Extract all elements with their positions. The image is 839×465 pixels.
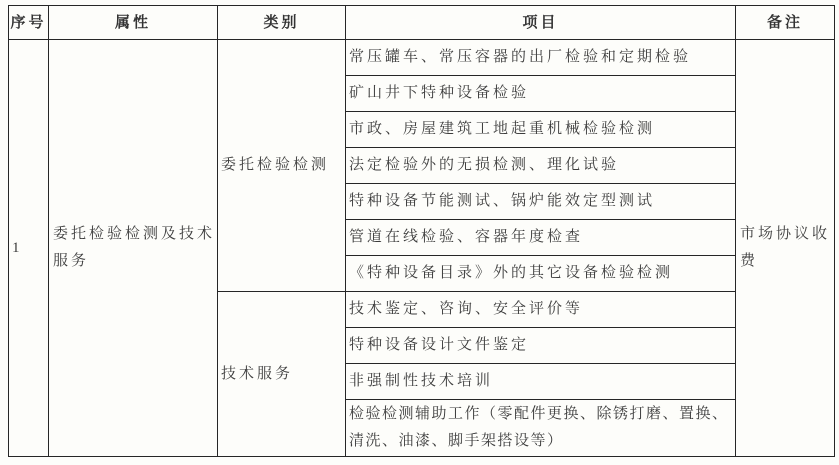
project-cell: 特种设备设计文件鉴定 [346,328,736,364]
col-header-project: 项目 [346,6,736,40]
col-header-serial: 序号 [9,6,49,40]
project-cell: 非强制性技术培训 [346,364,736,400]
project-cell: 市政、房屋建筑工地起重机械检验检测 [346,112,736,148]
header-row [9,6,835,40]
project-cell: 管道在线检验、容器年度检查 [346,220,736,256]
remark-cell: 市场协议收费 [736,40,835,457]
fee-table [8,5,835,457]
project-cell: 特种设备节能测试、锅炉能效定型测试 [346,184,736,220]
category-cell: 委托检验检测 [218,40,346,292]
col-header-category: 类别 [218,6,346,40]
category-cell: 技术服务 [218,292,346,457]
attribute-cell: 委托检验检测及技术服务 [49,40,218,457]
project-cell: 常压罐车、常压容器的出厂检验和定期检验 [346,40,736,76]
project-cell: 矿山井下特种设备检验 [346,76,736,112]
col-header-attribute: 属性 [49,6,218,40]
project-cell: 《特种设备目录》外的其它设备检验检测 [346,256,736,292]
serial-cell: 1 [9,40,49,457]
project-cell: 技术鉴定、咨询、安全评价等 [346,292,736,328]
table-row [9,40,835,76]
col-header-remark: 备注 [736,6,835,40]
project-cell: 法定检验外的无损检测、理化试验 [346,148,736,184]
project-cell: 检验检测辅助工作（零配件更换、除锈打磨、置换、清洗、油漆、脚手架搭设等） [346,400,736,457]
